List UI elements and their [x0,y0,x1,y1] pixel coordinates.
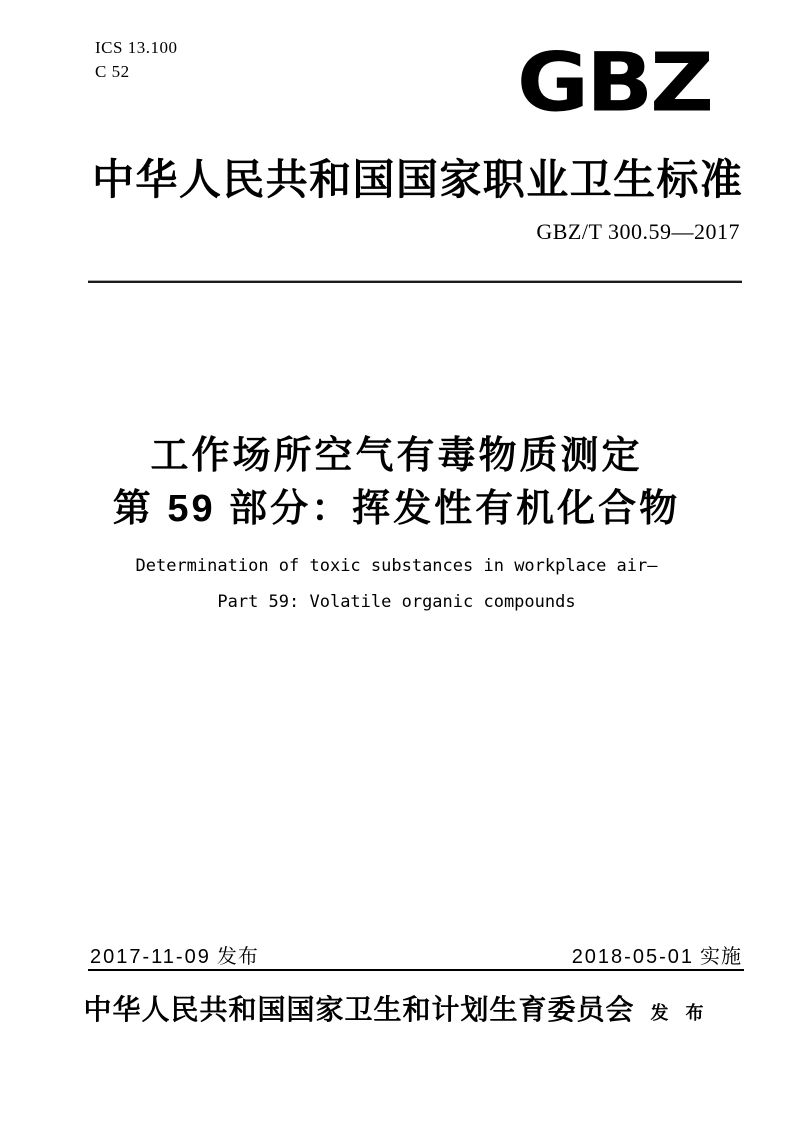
implement-date: 2018-05-01 [571,946,694,968]
title-zh-line2: 第 59 部分：挥发性有机化合物 [112,488,681,530]
standard-category-title: 中 华 人 民 共 和 国 国 家 职 业 卫 生 标 准 [92,156,742,203]
footer-divider [88,969,744,971]
publisher-name: 中华人民共和国国家卫生和计划生育委员会 [83,995,635,1026]
issue-date: 2017-11-09 [90,946,211,968]
ics-block [95,36,177,84]
gbz-logo: GBZ [516,34,711,130]
implement-label: 实施 [700,946,742,968]
title-zh-line1: 工作场所空气有毒物质测定 [150,435,643,477]
standard-number: GBZ/T 300.59—2017 [536,219,740,244]
classification-code: C 52 [95,62,130,81]
ics-code: ICS 13.100 [95,38,178,57]
implement-date-group [572,940,742,969]
title-en-line2: Part 59: Volatile organic compounds [217,592,576,612]
header-divider [88,280,742,283]
issue-date-group [90,940,259,969]
title-en-line1: Determination of toxic substances in workplace air— [135,556,658,576]
dates-row [90,940,742,969]
publish-label: 发 布 [650,1003,710,1023]
issue-label: 发布 [216,946,259,968]
publisher-row [0,988,793,1028]
